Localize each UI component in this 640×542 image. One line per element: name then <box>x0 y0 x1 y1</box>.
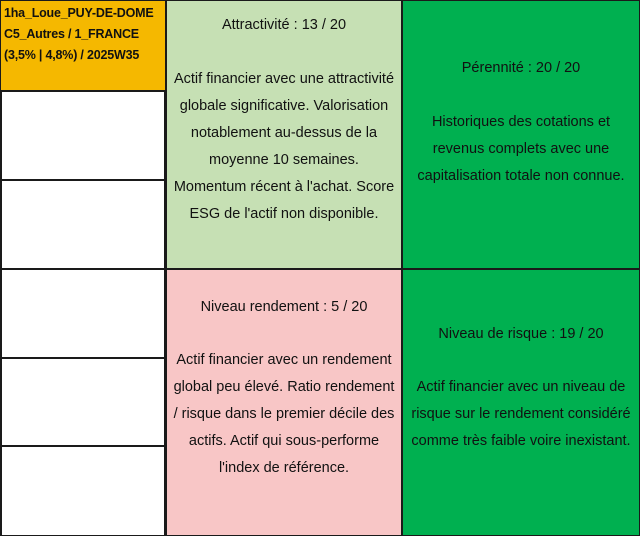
empty-cell[interactable] <box>0 180 166 269</box>
perennite-description: Historiques des cotations et revenus complets avec une capitalisation totale non connue. <box>417 114 625 184</box>
asset-header-cell[interactable] <box>0 0 166 91</box>
risque-description: Actif financier avec un niveau de risque sur le rendement considéré comme très faible voire inexistant. <box>411 379 631 449</box>
asset-rates-week: (3,5% | 4,8%) / 2025W35 <box>4 48 140 62</box>
empty-cell[interactable] <box>0 446 166 536</box>
asset-name: 1ha_Loue_PUY-DE-DOME <box>4 6 154 20</box>
perennite-cell[interactable] <box>402 0 640 269</box>
perennite-title: Pérennité : 20 / 20 <box>461 60 581 76</box>
empty-cell[interactable] <box>0 269 166 358</box>
rendement-title: Niveau rendement : 5 / 20 <box>200 299 368 315</box>
risque-title: Niveau de risque : 19 / 20 <box>438 326 604 342</box>
rendement-cell[interactable] <box>166 269 402 536</box>
rendement-description: Actif financier avec un rendement global peu élevé. Ratio rendement / risque dans le premier décile des actifs. Actif qui sous-performe l'index de référence. <box>173 352 395 476</box>
attractivite-description: Actif financier avec une attractivité globale significative. Valorisation notablement au-dessus de la moyenne 10 semaines. Momentum récent à l'achat. Score ESG de l'actif non disponible. <box>173 71 395 222</box>
risque-cell[interactable] <box>402 269 640 536</box>
empty-cell[interactable] <box>0 358 166 446</box>
empty-cell[interactable] <box>0 91 166 180</box>
attractivite-title: Attractivité : 13 / 20 <box>221 17 347 33</box>
attractivite-cell[interactable] <box>166 0 402 269</box>
asset-category: C5_Autres / 1_FRANCE <box>4 27 139 41</box>
